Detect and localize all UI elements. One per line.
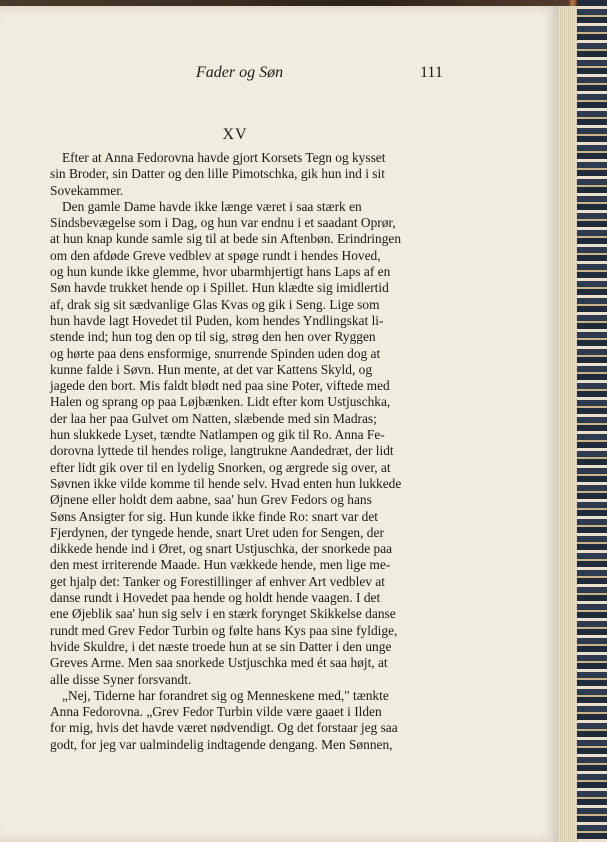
text-line: stende ind; hun tog den op til sig, strøg den hen over Ryggen <box>50 329 376 345</box>
text-line: af, drak sig sit sædvanlige Glas Kvas og gik i Seng. Lige som <box>50 296 380 312</box>
text-line: danse rundt i Hovedet paa hende og holdt hende vaagen. I det <box>50 590 381 606</box>
text-line: Søn havde trukket hende op i Spillet. Hun klædte sig imidlertid <box>50 280 389 296</box>
text-line: Øjnene eller holdt dem aabne, saa' hun Grev Fedors og hans <box>50 492 372 508</box>
page-header <box>0 64 558 88</box>
text-line: og hørte paa dens ensformige, snurrende Spinden uden dog at <box>50 345 381 361</box>
text-line: Søvnen ikke vilde komme til hende selv. Hvad enten hun lukkede <box>50 475 402 491</box>
body-text <box>50 150 444 753</box>
text-line: at hun knap kunde samle sig til at bede sin Aftenbøn. Erindringen <box>50 231 402 247</box>
text-line: godt, for jeg var ualmindelig indtagende dengang. Men Sønnen, <box>50 736 393 752</box>
text-line: Greves Arme. Men saa snorkede Ustjuschka med ét saa højt, at <box>50 655 388 671</box>
paragraph-2 <box>50 199 444 688</box>
text-line: alle disse Syner forsvandt. <box>50 671 192 687</box>
text-line: Den gamle Dame havde ikke længe været i saa stærk en <box>62 198 362 214</box>
text-line: Halen og sprang op paa Løjbænken. Lidt efter kom Ustjuschka, <box>50 394 391 410</box>
text-line: rundt med Grev Fedor Turbin og følte hans Kys paa sine fyldige, <box>50 622 398 638</box>
text-line: dorovna lyttede til hendes rolige, langtrukne Aandedræt, der lidt <box>50 443 394 459</box>
text-line: Søns Ansigter for sig. Hun kunde ikke finde Ro: snart var det <box>50 508 379 524</box>
text-line: jagede den bort. Mis faldt blødt ned paa sine Poter, viftede med <box>50 378 390 394</box>
text-line: efter lidt gik over til en lydelig Snorken, og ærgrede sig over, at <box>50 459 391 475</box>
text-line: om den afdøde Greve vedblev at spøge rundt i hendes Hoved, <box>50 247 381 263</box>
text-line: sin Broder, sin Datter og den lille Pimotschka, gik hun ind i sit <box>50 166 385 182</box>
text-line: og hun kunde ikke glemme, hvor ubarmhjertigt hans Laps af en <box>50 264 391 280</box>
paragraph-3 <box>50 688 444 753</box>
text-line: Fjerdynen, der tyngede hende, snart Uret uden for Sengen, der <box>50 524 384 540</box>
text-line: get hjalp det: Tanker og Forestillinger af enhver Art vedblev at <box>50 573 385 589</box>
text-line: Sovekammer. <box>50 182 124 198</box>
text-line: Efter at Anna Fedorovna havde gjort Korsets Tegn og kysset <box>62 150 386 165</box>
text-line: Anna Fedorovna. „Grev Fedor Turbin vilde være gaaet i Ilden <box>50 704 382 720</box>
paragraph-1 <box>50 150 444 199</box>
chapter-heading: XV <box>222 126 248 143</box>
text-line: hun slukkede Lyset, tændte Natlampen og gik til Ro. Anna Fe- <box>50 427 385 443</box>
text-line: for mig, hvis det havde været nødvendigt. Og det forstaar jeg saa <box>50 720 398 736</box>
text-line: den mest irriterende Maade. Hun vækkede hende, men lige me- <box>50 557 391 573</box>
text-line: dikkede hende ind i Øret, og snart Ustjuschka, der snorkede paa <box>50 541 393 557</box>
text-line: ene Øjeblik saa' hun sig selv i en stærk forynget Skikkelse danse <box>50 606 396 622</box>
text-line: kunne falde i Søvn. Hun mente, at det var Kattens Skyld, og <box>50 361 373 377</box>
book-page <box>0 6 558 842</box>
text-line: Sindsbevægelse som i Dag, og hun var endnu i et saadant Oprør, <box>50 215 396 231</box>
text-line: hvide Skuldre, i det næste troede hun at se sin Datter i den unge <box>50 638 392 654</box>
text-line: „Nej, Tiderne har forandret sig og Menneskene med," tænkte <box>62 687 389 703</box>
text-line: der laa her paa Gulvet om Natten, slæbende med sin Madras; <box>50 410 377 426</box>
page-number: 111 <box>420 64 443 81</box>
page-stack-edge <box>556 6 577 842</box>
text-line: hun havde lagt Hovedet til Puden, kom hendes Yndlingskat li- <box>50 312 384 328</box>
running-title: Fader og Søn <box>196 64 284 81</box>
